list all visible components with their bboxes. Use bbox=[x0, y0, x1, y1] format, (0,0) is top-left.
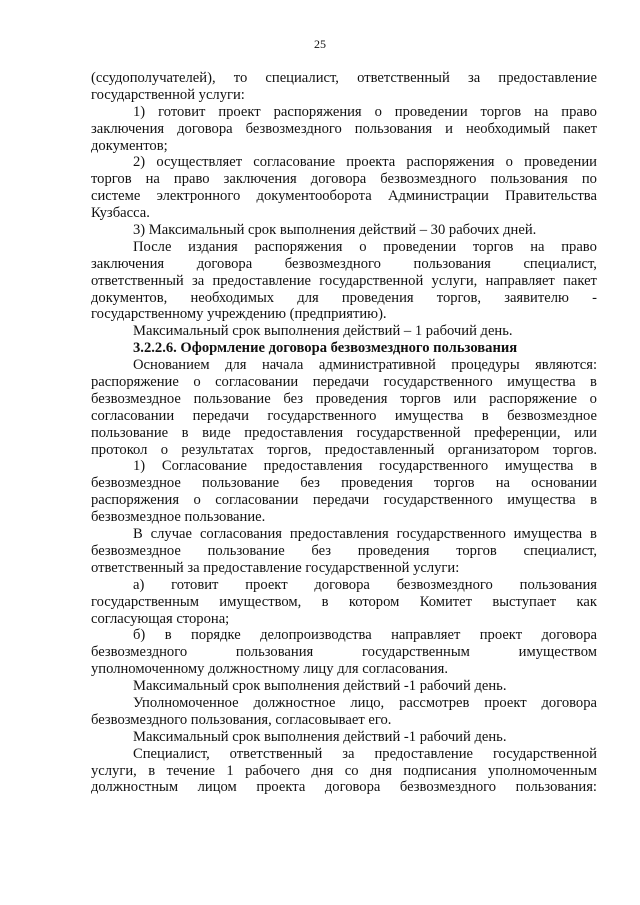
word: распоряжения bbox=[406, 154, 495, 171]
word: государственным bbox=[361, 644, 470, 661]
text-line bbox=[91, 746, 597, 763]
word: договора bbox=[324, 779, 381, 796]
word: После bbox=[133, 238, 172, 255]
word: проект bbox=[484, 694, 527, 711]
document-body bbox=[91, 70, 597, 796]
word: готовит bbox=[158, 103, 206, 120]
word: о bbox=[193, 492, 201, 509]
word: для bbox=[225, 357, 247, 374]
word: являются: bbox=[535, 357, 597, 374]
word: виде bbox=[202, 424, 231, 441]
word: о bbox=[193, 374, 201, 391]
text-line bbox=[91, 188, 597, 205]
word: пользования bbox=[413, 255, 491, 272]
word: 1 bbox=[226, 762, 234, 779]
word: о bbox=[374, 103, 382, 120]
word: пользования: bbox=[515, 779, 597, 796]
text-line bbox=[91, 442, 597, 459]
text-line bbox=[91, 121, 597, 138]
text-line bbox=[91, 526, 597, 543]
word: дня bbox=[369, 762, 392, 779]
word: котором bbox=[348, 593, 400, 610]
word: государственного bbox=[396, 526, 506, 543]
word: или bbox=[574, 424, 597, 441]
word: распоряжение bbox=[489, 390, 577, 407]
word: безвозмездного bbox=[245, 120, 342, 137]
word: безвозмездное bbox=[91, 542, 181, 559]
text-line: Кузбасса. bbox=[91, 205, 150, 222]
word: направляет bbox=[485, 272, 555, 289]
word: предоставленный bbox=[324, 441, 435, 458]
word: результатах bbox=[181, 441, 254, 458]
word: торгов bbox=[400, 390, 441, 407]
word: уполномоченным bbox=[487, 762, 597, 779]
word: имущества bbox=[394, 407, 464, 424]
word: предоставления bbox=[289, 526, 389, 543]
word: лицо, bbox=[350, 694, 385, 711]
word: для bbox=[297, 289, 319, 306]
text-line bbox=[91, 357, 597, 374]
word: пользования bbox=[490, 171, 568, 188]
word: заключения bbox=[223, 171, 297, 188]
word: договора bbox=[177, 120, 233, 137]
word: проведения bbox=[315, 390, 388, 407]
word: выступает bbox=[492, 593, 557, 610]
word: государственной bbox=[319, 272, 424, 289]
word: необходимый bbox=[465, 120, 551, 137]
word: предоставление bbox=[212, 272, 311, 289]
word: государственным bbox=[91, 593, 199, 610]
text-line bbox=[91, 763, 597, 780]
text-line bbox=[91, 627, 597, 644]
word: направляет bbox=[391, 627, 461, 644]
word: готовит bbox=[171, 576, 219, 593]
word: договора bbox=[310, 171, 367, 188]
word: и bbox=[445, 120, 453, 137]
word: делопроизводства bbox=[260, 627, 372, 644]
text-line bbox=[91, 273, 597, 290]
text-line bbox=[91, 577, 597, 594]
text-line: ответственный за предоставление государственной услуги: bbox=[91, 559, 460, 576]
word: распоряжения bbox=[91, 492, 180, 509]
word: заключения bbox=[91, 120, 165, 137]
word: документов, bbox=[91, 289, 168, 306]
word: право bbox=[561, 103, 597, 120]
word: должностное bbox=[253, 694, 336, 711]
word: по bbox=[581, 171, 597, 188]
section-heading: 3.2.2.6. Оформление договора безвозмездного пользования bbox=[133, 340, 518, 357]
text-line bbox=[91, 104, 597, 121]
word: за bbox=[467, 70, 481, 86]
word: 2) bbox=[133, 154, 146, 171]
word: государственного bbox=[379, 458, 489, 475]
word: безвозмездное bbox=[507, 407, 597, 424]
word: проведения bbox=[357, 542, 430, 559]
word: Администрации bbox=[387, 188, 489, 205]
text-line bbox=[91, 543, 597, 560]
word: должностным bbox=[91, 779, 179, 796]
word: пользования bbox=[519, 576, 597, 593]
word: пользование bbox=[202, 475, 280, 492]
word: В bbox=[133, 526, 143, 543]
word: преференции, bbox=[474, 424, 561, 441]
word: Уполномоченное bbox=[133, 694, 239, 711]
text-line bbox=[91, 408, 597, 425]
word: согласовании bbox=[91, 407, 175, 424]
word: распоряжение bbox=[91, 374, 179, 391]
word: порядке bbox=[190, 627, 241, 644]
word: Специалист, bbox=[133, 745, 210, 762]
word: торгов bbox=[433, 475, 475, 492]
word: договора bbox=[541, 694, 597, 711]
word: о bbox=[160, 441, 169, 458]
word: проведения bbox=[341, 289, 414, 306]
word: предоставления bbox=[244, 424, 344, 441]
word: течение bbox=[166, 762, 215, 779]
word: осуществляет bbox=[156, 154, 243, 171]
word: согласовании bbox=[215, 374, 299, 391]
word: безвозмездное bbox=[91, 475, 181, 492]
word: 1) bbox=[133, 458, 146, 475]
word: в bbox=[181, 424, 189, 441]
word: государственной bbox=[492, 745, 597, 762]
text-line bbox=[91, 154, 597, 171]
word: государственного bbox=[267, 407, 377, 424]
word: пользование bbox=[91, 424, 169, 441]
word: проекта bbox=[256, 779, 306, 796]
word: а) bbox=[133, 576, 145, 593]
word: за bbox=[342, 745, 355, 762]
word: право bbox=[561, 238, 597, 255]
word: ответственный bbox=[91, 272, 184, 289]
text-line bbox=[91, 391, 597, 408]
word: необходимых bbox=[190, 289, 275, 306]
word: в bbox=[590, 526, 597, 543]
word: торгов, bbox=[436, 289, 482, 306]
word: в bbox=[481, 407, 489, 424]
word: начала bbox=[261, 357, 304, 374]
text-line bbox=[91, 779, 597, 796]
word: распоряжения bbox=[273, 103, 362, 120]
word: договора bbox=[196, 255, 253, 272]
word: передачи bbox=[312, 492, 370, 509]
word: как bbox=[576, 593, 597, 610]
word: договора bbox=[541, 627, 597, 644]
word: (ссудополучателей), bbox=[91, 70, 216, 86]
word: 1) bbox=[133, 103, 146, 120]
word: документооборота bbox=[256, 188, 372, 205]
word: торгов bbox=[472, 238, 514, 255]
word: в bbox=[321, 593, 329, 610]
word: торгов. bbox=[552, 441, 597, 458]
word: протокол bbox=[91, 441, 148, 458]
word: - bbox=[592, 289, 597, 306]
word: согласовании bbox=[215, 492, 299, 509]
word: системе bbox=[91, 188, 141, 205]
text-line bbox=[91, 475, 597, 492]
word: торгов, bbox=[267, 441, 312, 458]
text-line: безвозмездное пользование. bbox=[91, 509, 266, 526]
word: пользование bbox=[193, 390, 271, 407]
text-line: 3) Максимальный срок выполнения действий – 30 рабочих дней. bbox=[133, 222, 537, 239]
text-line bbox=[91, 425, 597, 442]
word: торгов bbox=[480, 103, 522, 120]
text-line: Максимальный срок выполнения действий – 1 рабочий день. bbox=[133, 323, 513, 340]
word: ответственный bbox=[357, 70, 450, 86]
word: пользования bbox=[354, 120, 433, 137]
word: имущества bbox=[504, 458, 574, 475]
word: о bbox=[505, 154, 513, 171]
word: право bbox=[173, 171, 210, 188]
word: проведении bbox=[524, 154, 597, 171]
word: государственного bbox=[383, 492, 493, 509]
word: государственного bbox=[383, 374, 493, 391]
text-line bbox=[91, 644, 597, 661]
word: безвозмездного bbox=[396, 576, 493, 593]
word: в bbox=[590, 492, 597, 509]
word: специалист, bbox=[523, 255, 597, 272]
word: проведении bbox=[394, 103, 468, 120]
word: проект bbox=[245, 576, 288, 593]
word: организатором bbox=[447, 441, 540, 458]
text-line bbox=[91, 492, 597, 509]
word: предоставления bbox=[263, 458, 363, 475]
text-line: безвозмездного пользования, согласовывает его. bbox=[91, 711, 392, 728]
text-line: Максимальный срок выполнения действий -1 рабочий день. bbox=[133, 678, 507, 695]
word: имуществом, bbox=[219, 593, 302, 610]
word: пакет bbox=[563, 272, 597, 289]
word: на bbox=[534, 103, 549, 120]
word: о bbox=[589, 390, 597, 407]
word: б) bbox=[133, 627, 146, 644]
word: основании bbox=[531, 475, 597, 492]
word: безвозмездного bbox=[91, 644, 188, 661]
word: на bbox=[530, 238, 545, 255]
word: рабочего bbox=[245, 762, 300, 779]
word: или bbox=[453, 390, 477, 407]
word: безвозмездного bbox=[380, 171, 477, 188]
word: услуги, bbox=[431, 272, 478, 289]
text-line bbox=[91, 458, 597, 475]
text-line bbox=[91, 695, 597, 712]
word: передачи bbox=[312, 374, 370, 391]
word: в bbox=[590, 458, 597, 475]
word: процедуры bbox=[451, 357, 520, 374]
text-line: уполномоченному должностному лицу для согласования. bbox=[91, 661, 448, 678]
word: без bbox=[300, 475, 320, 492]
word: пользования bbox=[235, 644, 314, 661]
word: в bbox=[164, 627, 172, 644]
word: торгов bbox=[456, 542, 497, 559]
word: за bbox=[191, 272, 205, 289]
word: заявителю bbox=[504, 289, 569, 306]
word: безвозмездного bbox=[284, 255, 381, 272]
text-line bbox=[91, 374, 597, 391]
text-line: государственному учреждению (предприятию). bbox=[91, 306, 387, 323]
text-line: государственной услуги: bbox=[91, 86, 245, 103]
word: проект bbox=[218, 103, 261, 120]
word: согласование bbox=[253, 154, 336, 171]
word: имущества bbox=[507, 492, 576, 509]
word: договора bbox=[314, 576, 370, 593]
word: дня bbox=[311, 762, 334, 779]
word: безвозмездного bbox=[399, 779, 497, 796]
word: ответственный bbox=[229, 745, 323, 762]
word: пакет bbox=[563, 120, 597, 137]
text-line: согласующая сторона; bbox=[91, 610, 230, 627]
word: государственной bbox=[356, 424, 461, 441]
word: Согласование bbox=[161, 458, 247, 475]
word: специалист, bbox=[265, 70, 339, 86]
word: случае bbox=[150, 526, 193, 543]
text-line bbox=[91, 171, 597, 188]
word: со bbox=[344, 762, 359, 779]
word: заключения bbox=[91, 255, 165, 272]
word: специалист, bbox=[523, 542, 597, 559]
word: имущества bbox=[513, 526, 583, 543]
word: электронного bbox=[156, 188, 241, 205]
word: Правительства bbox=[505, 188, 597, 205]
word: услуги, bbox=[91, 762, 137, 779]
text-line bbox=[91, 290, 597, 307]
word: на bbox=[145, 171, 160, 188]
word: предоставление bbox=[374, 745, 474, 762]
word: безвозмездное bbox=[91, 390, 181, 407]
word: распоряжения bbox=[254, 238, 343, 255]
word: без bbox=[283, 390, 304, 407]
text-line bbox=[91, 70, 597, 87]
word: лицом bbox=[197, 779, 237, 796]
word: рассмотрев bbox=[399, 694, 470, 711]
word: проекта bbox=[346, 154, 396, 171]
word: передачи bbox=[192, 407, 249, 424]
word: предоставление bbox=[498, 70, 597, 86]
text-line: документов; bbox=[91, 137, 168, 154]
word: имуществом bbox=[518, 644, 597, 661]
word: то bbox=[233, 70, 248, 86]
word: проведения bbox=[341, 475, 413, 492]
word: согласования bbox=[199, 526, 282, 543]
word: проведении bbox=[383, 238, 457, 255]
page-number: 25 bbox=[314, 37, 326, 51]
word: Комитет bbox=[419, 593, 473, 610]
word: торгов bbox=[91, 171, 132, 188]
word: пользование bbox=[207, 542, 285, 559]
text-line bbox=[91, 256, 597, 273]
word: административной bbox=[318, 357, 436, 374]
word: в bbox=[590, 374, 597, 391]
word: издания bbox=[188, 238, 238, 255]
word: проект bbox=[479, 627, 523, 644]
word: о bbox=[359, 238, 367, 255]
text-line: Максимальный срок выполнения действий -1 рабочий день. bbox=[133, 728, 507, 745]
word: без bbox=[311, 542, 332, 559]
word: в bbox=[148, 762, 156, 779]
word: на bbox=[495, 475, 510, 492]
text-line bbox=[91, 594, 597, 611]
word: подписания bbox=[403, 762, 477, 779]
word: Основанием bbox=[133, 357, 210, 374]
text-line bbox=[91, 239, 597, 256]
word: имущества bbox=[507, 374, 576, 391]
